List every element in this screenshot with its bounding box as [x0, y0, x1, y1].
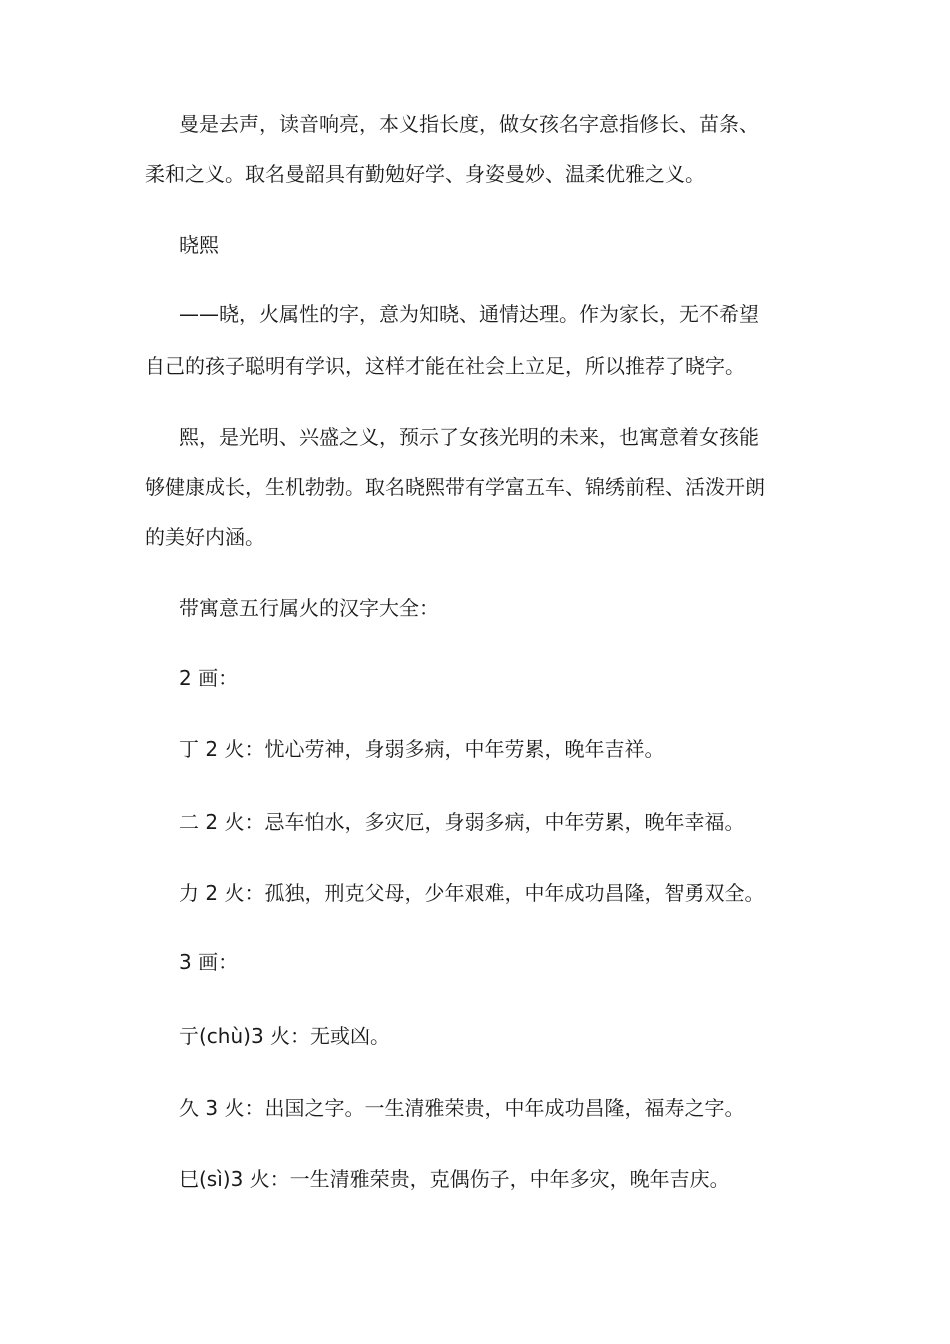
paragraph-line: 的美好内涵。	[145, 525, 265, 549]
character-entry: 丁 2 火：忧心劳神，身弱多病，中年劳累，晚年吉祥。	[179, 737, 665, 761]
character-entry: 二 2 火：忌车怕水，多灾厄，身弱多病，中年劳累，晚年幸福。	[179, 810, 745, 834]
character-entry: 久 3 火：出国之字。一生清雅荣贵，中年成功昌隆，福寿之字。	[179, 1096, 745, 1120]
name-heading: 晓熙	[179, 233, 219, 257]
paragraph-line: 曼是去声，读音响亮，本义指长度，做女孩名字意指修长、苗条、	[179, 112, 759, 136]
stroke-heading: 3 画：	[179, 950, 239, 974]
paragraph-line: 熙，是光明、兴盛之义，预示了女孩光明的未来，也寓意着女孩能	[179, 425, 759, 449]
character-entry: 巳(sì)3 火：一生清雅荣贵，克偶伤子，中年多灾，晚年吉庆。	[179, 1167, 730, 1191]
paragraph-line: 够健康成长，生机勃勃。取名晓熙带有学富五车、锦绣前程、活泼开朗	[145, 475, 765, 499]
paragraph-line: 自己的孩子聪明有学识，这样才能在社会上立足，所以推荐了晓字。	[145, 354, 745, 378]
character-entry: 力 2 火：孤独，刑克父母，少年艰难，中年成功昌隆，智勇双全。	[179, 881, 765, 905]
paragraph-line: ——晓，火属性的字，意为知晓、通情达理。作为家长，无不希望	[179, 302, 759, 326]
stroke-heading: 2 画：	[179, 666, 239, 690]
character-entry: 亍(chù)3 火：无或凶。	[179, 1024, 391, 1048]
paragraph-line: 柔和之义。取名曼韶具有勤勉好学、身姿曼妙、温柔优雅之义。	[145, 162, 705, 186]
section-heading: 带寓意五行属火的汉字大全：	[179, 596, 439, 620]
